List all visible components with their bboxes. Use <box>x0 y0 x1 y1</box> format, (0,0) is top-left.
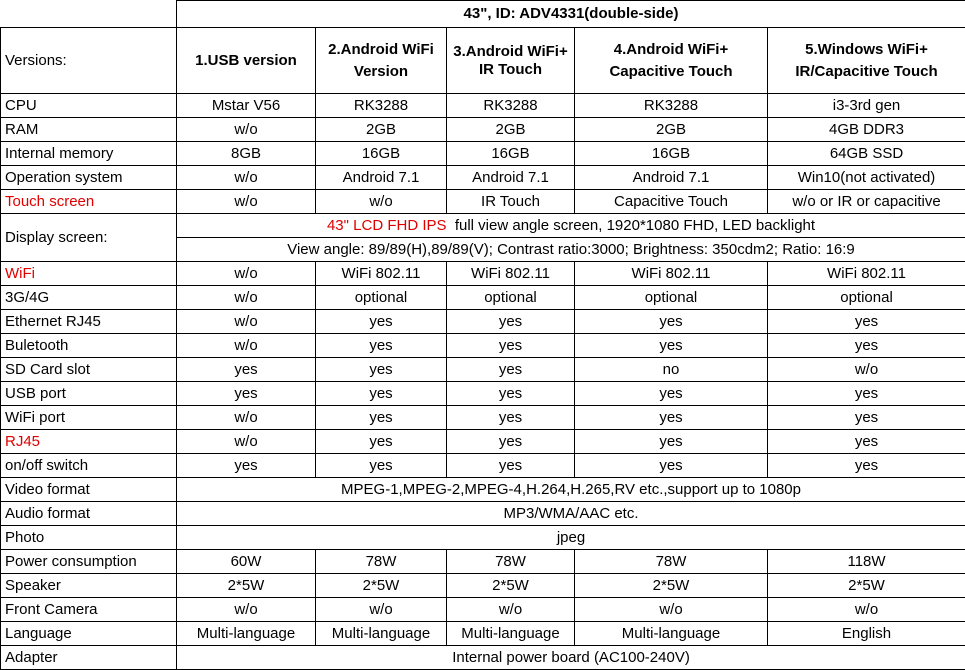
cell-value: yes <box>177 358 316 382</box>
table-row <box>1 574 965 598</box>
cell-value: yes <box>575 334 768 358</box>
cell-value: Mstar V56 <box>177 94 316 118</box>
cell-value: 16GB <box>575 142 768 166</box>
cell-value: yes <box>447 358 575 382</box>
cell-value: yes <box>447 454 575 478</box>
cell-value: w/o <box>177 262 316 286</box>
title-row <box>1 1 965 28</box>
row-label-video-format: Video format <box>1 478 177 502</box>
cell-value: WiFi 802.11 <box>447 262 575 286</box>
cell-value: w/o <box>177 286 316 310</box>
corner-cell <box>1 1 177 28</box>
cell-value: Multi-language <box>316 622 447 646</box>
display-panel-text: 43" LCD FHD IPS <box>326 216 447 234</box>
cell-value: yes <box>316 310 447 334</box>
cell-value: 78W <box>447 550 575 574</box>
photo-value: jpeg <box>177 526 965 550</box>
cell-value: yes <box>575 310 768 334</box>
row-label-adapter: Adapter <box>1 646 177 670</box>
cell-value: w/o <box>447 598 575 622</box>
table-row <box>1 358 965 382</box>
cell-value: WiFi 802.11 <box>768 262 965 286</box>
row-label-ethernet: Ethernet RJ45 <box>1 310 177 334</box>
cell-value: 16GB <box>447 142 575 166</box>
cell-value: Multi-language <box>447 622 575 646</box>
video-format-value: MPEG-1,MPEG-2,MPEG-4,H.264,H.265,RV etc.,support up to 1080p <box>177 478 965 502</box>
cell-value: English <box>768 622 965 646</box>
cell-value: 2GB <box>447 118 575 142</box>
cell-value: WiFi 802.11 <box>316 262 447 286</box>
table-row <box>1 262 965 286</box>
cell-value: w/o <box>177 310 316 334</box>
cell-value: w/o <box>575 598 768 622</box>
cell-value: Android 7.1 <box>575 166 768 190</box>
cell-value: yes <box>768 454 965 478</box>
table-row <box>1 430 965 454</box>
cell-value: 2GB <box>575 118 768 142</box>
cell-value: yes <box>447 430 575 454</box>
version-header-1: 1.USB version <box>177 28 316 94</box>
cell-value: 2*5W <box>768 574 965 598</box>
cell-value: yes <box>177 382 316 406</box>
cell-value: yes <box>768 406 965 430</box>
cell-value: optional <box>316 286 447 310</box>
cell-value: 64GB SSD <box>768 142 965 166</box>
cell-value: 4GB DDR3 <box>768 118 965 142</box>
table-row <box>1 526 965 550</box>
table-row <box>1 598 965 622</box>
cell-value: Capacitive Touch <box>575 190 768 214</box>
table-row <box>1 118 965 142</box>
table-row <box>1 94 965 118</box>
table-row <box>1 622 965 646</box>
row-label-rj45: RJ45 <box>1 430 177 454</box>
row-label-audio-format: Audio format <box>1 502 177 526</box>
table-row <box>1 502 965 526</box>
cell-value: 8GB <box>177 142 316 166</box>
table-row <box>1 190 965 214</box>
table-row <box>1 166 965 190</box>
cell-value: RK3288 <box>447 94 575 118</box>
row-label-photo: Photo <box>1 526 177 550</box>
cell-value: WiFi 802.11 <box>575 262 768 286</box>
cell-value: 78W <box>575 550 768 574</box>
cell-value: 2*5W <box>447 574 575 598</box>
version-header-4: 4.Android WiFi+ Capacitive Touch <box>575 28 768 94</box>
cell-value: yes <box>768 430 965 454</box>
row-label-speaker: Speaker <box>1 574 177 598</box>
cell-value: yes <box>575 430 768 454</box>
row-label-memory: Internal memory <box>1 142 177 166</box>
cell-value: optional <box>447 286 575 310</box>
cell-value: RK3288 <box>575 94 768 118</box>
table-row <box>1 382 965 406</box>
table-row <box>1 310 965 334</box>
cell-value: yes <box>316 334 447 358</box>
cell-value: optional <box>768 286 965 310</box>
cell-value: yes <box>575 406 768 430</box>
cell-value: yes <box>316 406 447 430</box>
table-row <box>1 646 965 670</box>
cell-value: w/o <box>177 430 316 454</box>
audio-format-value: MP3/WMA/AAC etc. <box>177 502 965 526</box>
table-row <box>1 454 965 478</box>
cell-value: yes <box>575 382 768 406</box>
cell-value: yes <box>316 382 447 406</box>
row-label-3g4g: 3G/4G <box>1 286 177 310</box>
row-label-power: Power consumption <box>1 550 177 574</box>
cell-value: Win10(not activated) <box>768 166 965 190</box>
row-label-os: Operation system <box>1 166 177 190</box>
cell-value: w/o <box>177 598 316 622</box>
cell-value: 2*5W <box>575 574 768 598</box>
cell-value: Android 7.1 <box>447 166 575 190</box>
cell-value: yes <box>447 406 575 430</box>
version-header-2: 2.Android WiFi Version <box>316 28 447 94</box>
cell-value: Multi-language <box>177 622 316 646</box>
row-label-display: Display screen: <box>1 214 177 262</box>
cell-value: 16GB <box>316 142 447 166</box>
table-row <box>1 286 965 310</box>
cell-value: w/o or IR or capacitive <box>768 190 965 214</box>
row-label-cpu: CPU <box>1 94 177 118</box>
versions-row <box>1 28 965 94</box>
display-details-text: full view angle screen, 1920*1080 FHD, LED backlight <box>454 216 816 234</box>
cell-value: w/o <box>177 334 316 358</box>
table-row <box>1 478 965 502</box>
cell-value: 2*5W <box>177 574 316 598</box>
table-row <box>1 406 965 430</box>
cell-value: yes <box>447 334 575 358</box>
cell-value: yes <box>316 430 447 454</box>
cell-value: yes <box>575 454 768 478</box>
version-header-5: 5.Windows WiFi+ IR/Capacitive Touch <box>768 28 965 94</box>
cell-value: w/o <box>316 190 447 214</box>
row-label-wifi: WiFi <box>1 262 177 286</box>
table-row <box>1 550 965 574</box>
cell-value: no <box>575 358 768 382</box>
adapter-value: Internal power board (AC100-240V) <box>177 646 965 670</box>
cell-value: RK3288 <box>316 94 447 118</box>
display-line-1 <box>177 214 965 238</box>
row-label-sd-card: SD Card slot <box>1 358 177 382</box>
table-row <box>1 214 965 238</box>
cell-value: w/o <box>316 598 447 622</box>
cell-value: 78W <box>316 550 447 574</box>
row-label-language: Language <box>1 622 177 646</box>
cell-value: yes <box>768 334 965 358</box>
cell-value: yes <box>177 454 316 478</box>
row-label-versions: Versions: <box>1 28 177 94</box>
cell-value: w/o <box>177 118 316 142</box>
cell-value: optional <box>575 286 768 310</box>
cell-value: 60W <box>177 550 316 574</box>
cell-value: 118W <box>768 550 965 574</box>
cell-value: yes <box>447 382 575 406</box>
row-label-bluetooth: Buletooth <box>1 334 177 358</box>
display-line-2: View angle: 89/89(H),89/89(V); Contrast ratio:3000; Brightness: 350cdm2; Ratio: 16:9 <box>177 238 965 262</box>
row-label-front-camera: Front Camera <box>1 598 177 622</box>
row-label-ram: RAM <box>1 118 177 142</box>
cell-value: Android 7.1 <box>316 166 447 190</box>
version-header-3: 3.Android WiFi+ IR Touch <box>447 28 575 94</box>
row-label-usb-port: USB port <box>1 382 177 406</box>
cell-value: i3-3rd gen <box>768 94 965 118</box>
table-row <box>1 334 965 358</box>
cell-value: w/o <box>177 406 316 430</box>
cell-value: 2*5W <box>316 574 447 598</box>
cell-value: 2GB <box>316 118 447 142</box>
cell-value: w/o <box>177 190 316 214</box>
row-label-on-off-switch: on/off switch <box>1 454 177 478</box>
cell-value: w/o <box>768 598 965 622</box>
cell-value: w/o <box>177 166 316 190</box>
table-row <box>1 142 965 166</box>
cell-value: yes <box>768 310 965 334</box>
row-label-touch-screen: Touch screen <box>1 190 177 214</box>
table-title: 43", ID: ADV4331(double-side) <box>177 1 965 28</box>
cell-value: yes <box>316 358 447 382</box>
row-label-wifi-port: WiFi port <box>1 406 177 430</box>
cell-value: yes <box>768 382 965 406</box>
cell-value: IR Touch <box>447 190 575 214</box>
cell-value: yes <box>316 454 447 478</box>
cell-value: yes <box>447 310 575 334</box>
cell-value: w/o <box>768 358 965 382</box>
cell-value: Multi-language <box>575 622 768 646</box>
